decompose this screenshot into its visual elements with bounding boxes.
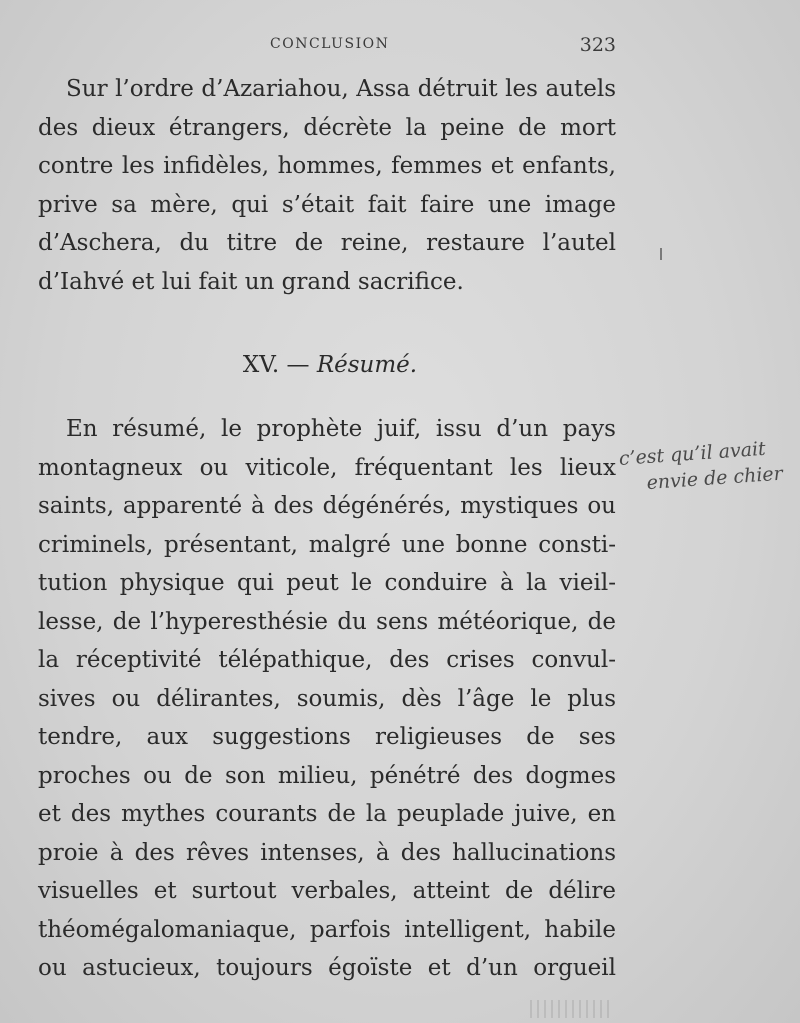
paragraph-2: [38, 410, 616, 988]
text-line: contre les infidèles, hommes, femmes et enfants,: [38, 153, 616, 179]
text-line: la réceptivité télépathique, des crises convul-: [38, 647, 616, 673]
section-number: XV.: [242, 352, 280, 378]
text-line: lesse, de l’hyperesthésie du sens météorique, de: [38, 608, 616, 635]
annotation-line: c’est qu’il avait: [618, 437, 767, 470]
running-title: CONCLUSION: [270, 36, 390, 52]
text-line: d’Iahvé et lui fait un grand sacrifice.: [38, 268, 464, 295]
text-line: tution physique qui peut le conduire à la vieil-: [38, 570, 616, 596]
handwritten-annotation: [618, 433, 800, 497]
section-separator: —: [286, 352, 310, 378]
page-number: 323: [579, 34, 616, 56]
section-heading: [0, 352, 660, 378]
text-line: montagneux ou viticole, fréquentant les lieux: [38, 454, 616, 481]
text-line: proches ou de son milieu, pénétré des dogmes: [38, 762, 616, 789]
text-line: visuelles et surtout verbales, atteint de délire: [38, 878, 616, 904]
section-title: Résumé.: [316, 352, 418, 378]
annotation-line: envie de chier: [645, 462, 784, 495]
scan-artifact: [530, 1000, 610, 1018]
text-line: sives ou délirantes, soumis, dès l’âge le plus: [38, 685, 616, 712]
text-line: En résumé, le prophète juif, issu d’un pays: [66, 416, 616, 442]
text-line: et des mythes courants de la peuplade juive, en: [38, 801, 616, 827]
text-line: saints, apparenté à des dégénérés, mystiques ou: [38, 493, 616, 519]
paragraph-1: [38, 70, 616, 301]
text-line: prive sa mère, qui s’était fait faire une image: [38, 191, 616, 218]
text-line: des dieux étrangers, décrète la peine de mort: [38, 114, 616, 141]
text-line: ou astucieux, toujours égoïste et d’un orgueil: [38, 955, 616, 981]
running-head: [38, 34, 616, 58]
text-line: Sur l’ordre d’Azariahou, Assa détruit les autels: [66, 76, 616, 102]
text-line: d’Aschera, du titre de reine, restaure l’autel: [38, 230, 616, 256]
text-line: théomégalomaniaque, parfois intelligent, habile: [38, 916, 616, 943]
text-line: criminels, présentant, malgré une bonne consti-: [38, 531, 616, 558]
text-line: proie à des rêves intenses, à des hallucinations: [38, 839, 616, 866]
text-line: tendre, aux suggestions religieuses de ses: [38, 724, 616, 750]
margin-mark: [660, 248, 662, 260]
